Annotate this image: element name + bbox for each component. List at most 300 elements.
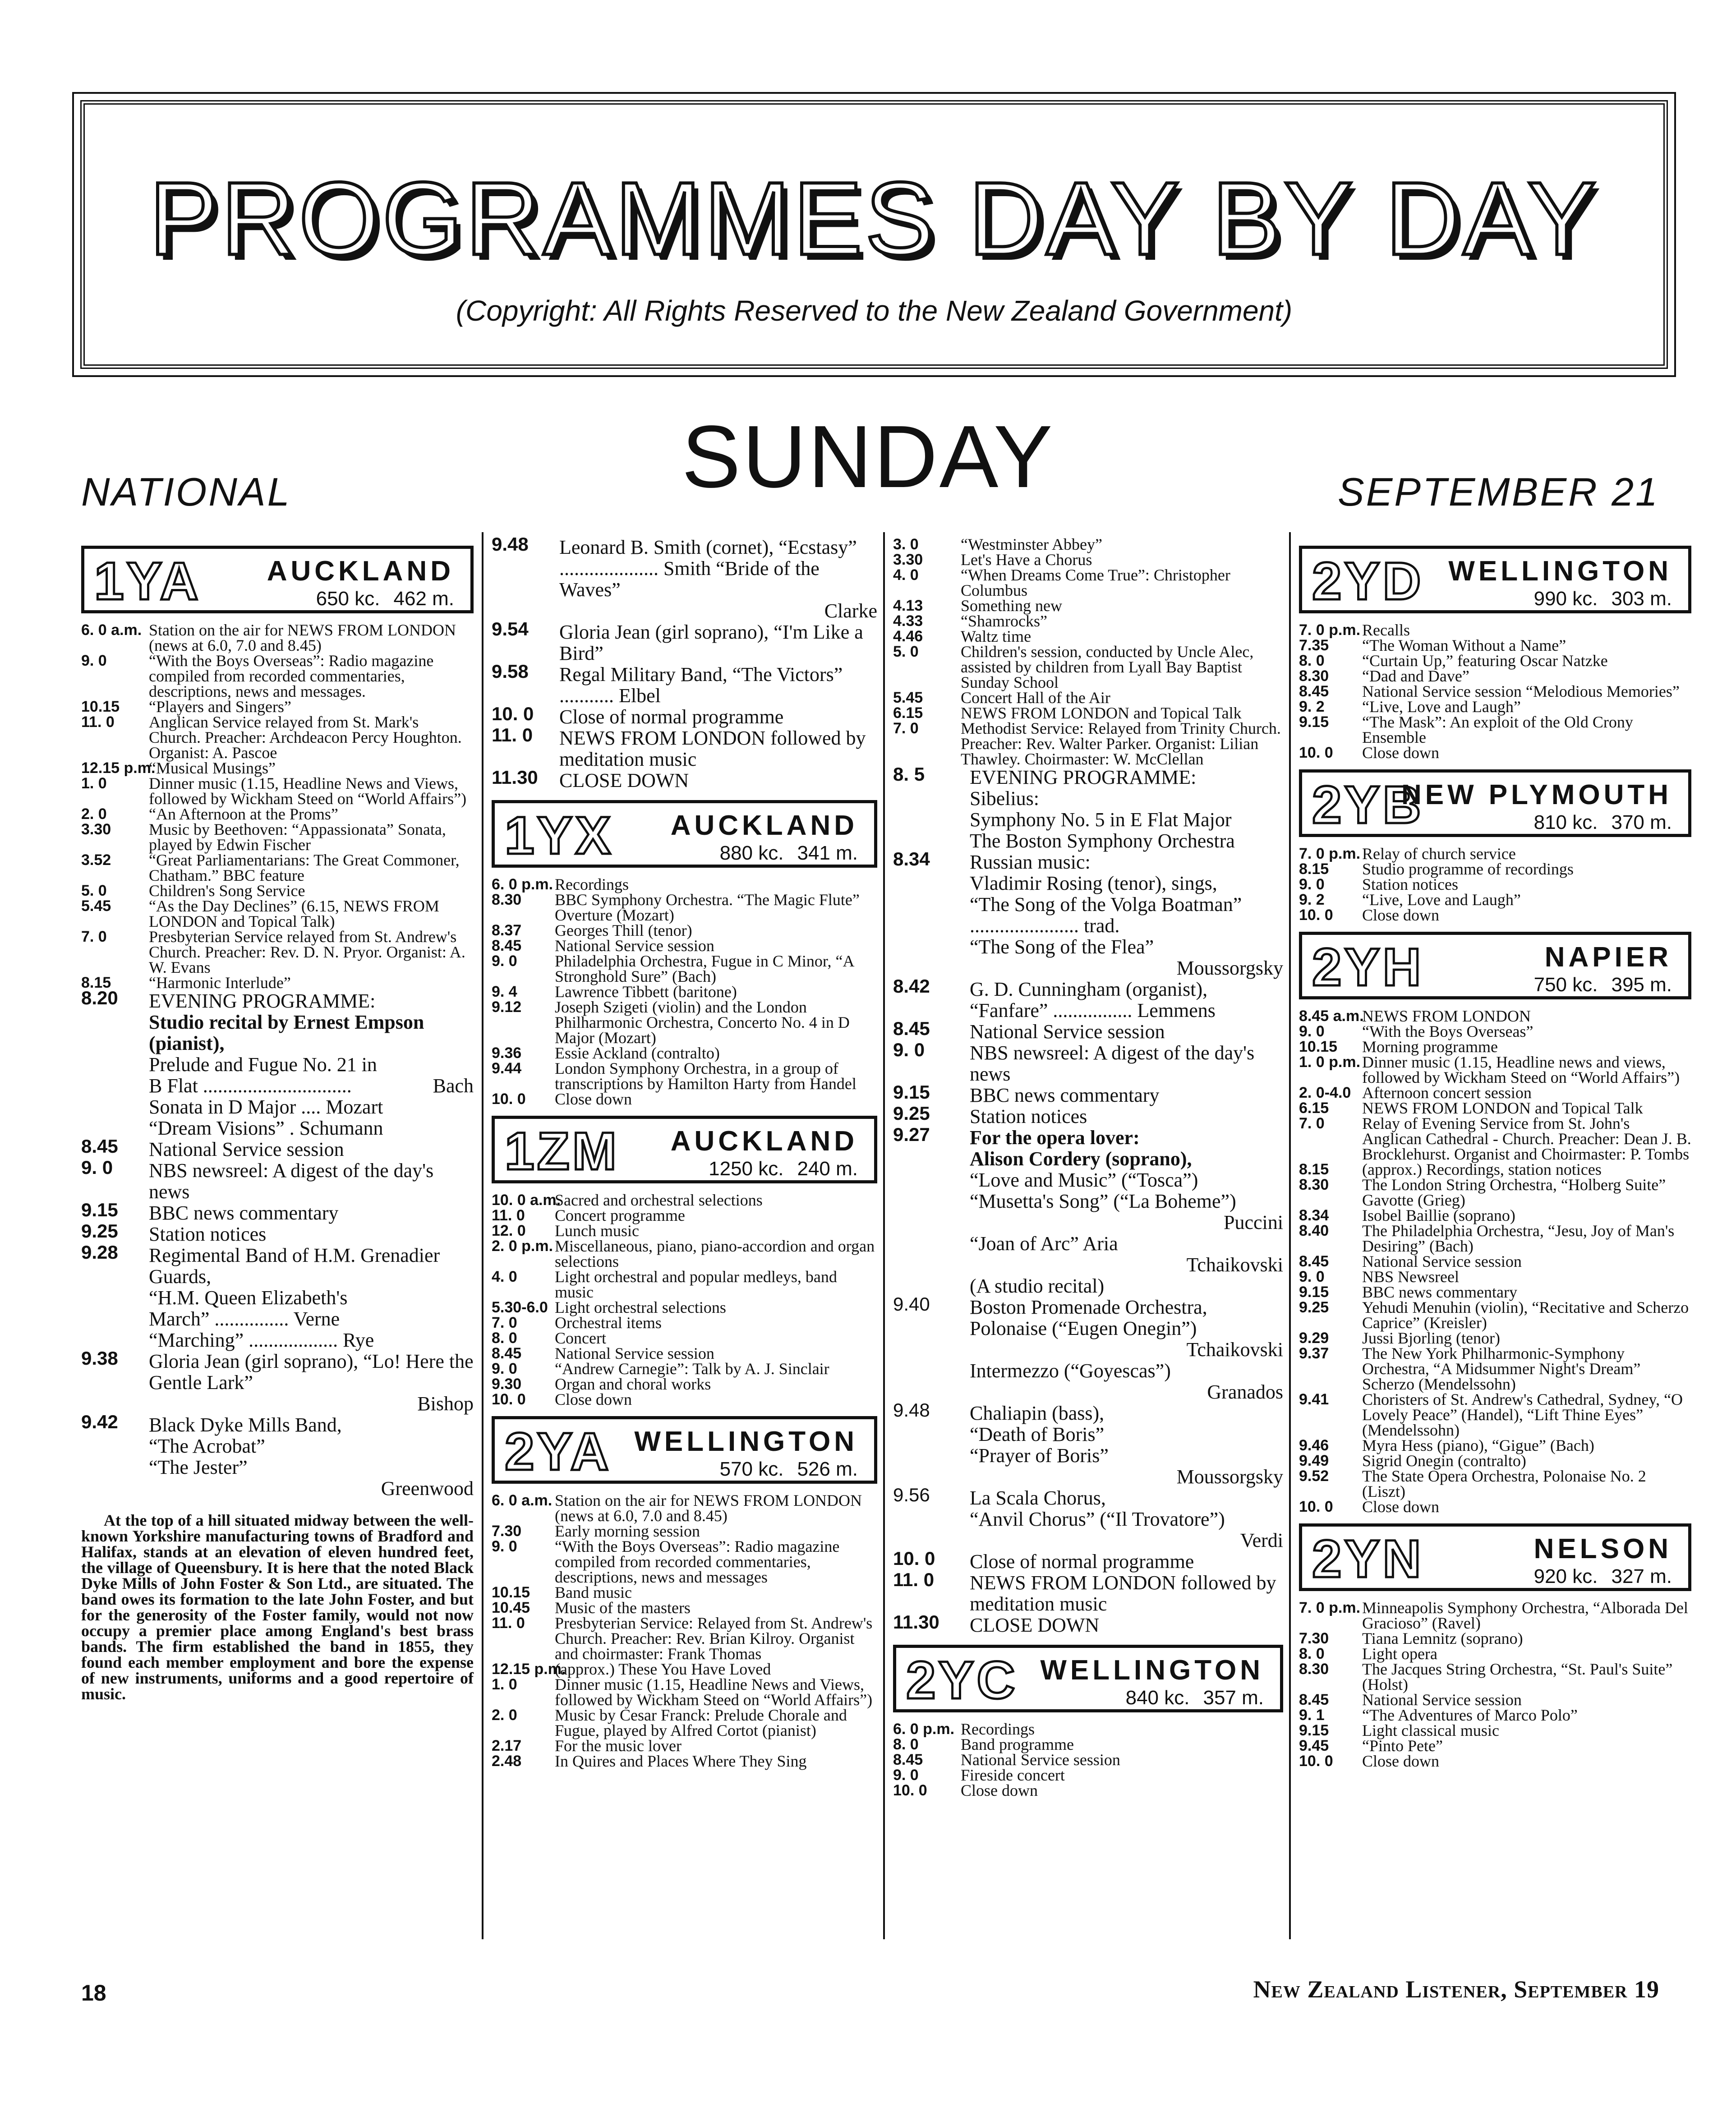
entry-description: “Dad and Dave” <box>1362 667 1469 685</box>
entry-description: “Live, Love and Laugh” <box>1362 891 1521 909</box>
entry-description: Music by Cesar Franck: Prelude Chorale and Fugue, played by Alfred Cortot (pianist) <box>555 1706 847 1739</box>
entry-time: 9.41 <box>1299 1391 1329 1408</box>
entry-time: 5.30-6.0 <box>492 1299 548 1316</box>
frequency: 1250 kc. 240 m. <box>709 1158 858 1180</box>
entry-description: BBC Symphony Orchestra. “The Magic Flute” Overture (Mozart) <box>555 891 860 924</box>
programme-entry <box>81 1157 474 1203</box>
entry-time: 1. 0 <box>81 775 107 792</box>
programme-entry <box>1299 1284 1691 1300</box>
entry-time: 9.25 <box>81 1220 118 1242</box>
programme-entry <box>1299 1499 1691 1514</box>
entry-time: 6. 0 p.m. <box>492 876 553 893</box>
programme-list-2ya-close <box>893 1548 1283 1636</box>
station-header-2yh <box>1299 932 1691 999</box>
programme-entry <box>81 883 474 898</box>
banner-title: PROGRAMMES DAY BY DAY <box>149 161 1599 276</box>
callsign: 2YB <box>1312 775 1424 835</box>
entry-description: “Players and Singers” <box>149 698 291 716</box>
column-2 <box>492 534 877 1770</box>
programme-entry <box>492 703 877 728</box>
frequency: 810 kc. 370 m. <box>1533 811 1672 833</box>
entry-description: National Service session “Melodious Memories” <box>1362 682 1680 700</box>
entry-description: Recalls <box>1362 621 1410 639</box>
city: AUCKLAND <box>670 810 858 841</box>
entry-description: BBC news commentary <box>1362 1283 1517 1301</box>
entry-time: 5. 0 <box>893 643 919 660</box>
entry-time: 3.30 <box>893 551 923 568</box>
entry-time: 11.30 <box>492 767 538 788</box>
programme-entry <box>81 898 474 929</box>
entry-time: 9. 0 <box>893 1767 919 1784</box>
entry-time: 11.30 <box>893 1611 939 1633</box>
programme-entry <box>492 661 877 707</box>
callsign: 1ZM <box>505 1122 619 1181</box>
entry-time: 7. 0 p.m. <box>1299 621 1361 639</box>
programme-list-1zm <box>492 1192 877 1407</box>
entry-time: 8.45 <box>492 1345 522 1362</box>
programme-entry <box>492 1361 877 1376</box>
entry-description: Jussi Bjorling (tenor) <box>1362 1329 1500 1347</box>
programme-entry: 8.34 Russian music: Vladimir Rosing (tenor), sings, “The Song of the Volga Boatman” ...................... trad. “The Song of the Flea” Moussorgsky <box>893 848 1283 979</box>
entry-description: Children's Song Service <box>149 882 305 900</box>
entry-time: 2.17 <box>492 1737 522 1754</box>
programme-entry: 9.42 Black Dyke Mills Band, “The Acrobat” “The Jester” Greenwood <box>81 1411 474 1500</box>
programme-list-1ya-continued <box>492 534 877 601</box>
frequency: 990 kc. 303 m. <box>1533 588 1672 610</box>
callsign: 2YA <box>505 1422 612 1481</box>
programme-entry <box>492 1045 877 1061</box>
column-3 <box>893 537 1283 1798</box>
entry-description: NBS newsreel: A digest of the day's news <box>149 1159 434 1203</box>
entry-description: Presbyterian Service: Relayed from St. Andrew's Church. Preacher: Rev. Brian Kilroy. Organist and choirmaster: Frank Thomas <box>555 1614 873 1663</box>
programme-entry <box>893 1081 1283 1106</box>
programme-entry <box>1299 1646 1691 1661</box>
entry-description: Close down <box>1362 906 1439 924</box>
entry-time: 7. 0 <box>492 1314 517 1331</box>
entry-description: “An Afternoon at the Proms” <box>149 805 338 823</box>
entry-description: Close down <box>1362 1498 1439 1516</box>
entry-description: Minneapolis Symphony Orchestra, “Alborada Del Gracioso” (Ravel) <box>1362 1599 1688 1632</box>
programme-entry <box>1299 1269 1691 1284</box>
programme-entry <box>1299 1116 1691 1162</box>
entry-description: Miscellaneous, piano, piano-accordion and organ selections <box>555 1237 875 1270</box>
programme-entry <box>1299 1723 1691 1738</box>
entry-time: 12.15 p.m. <box>492 1661 566 1678</box>
programme-entry <box>893 598 1283 613</box>
programme-entry <box>1299 1254 1691 1269</box>
entry-time: 9.25 <box>893 1103 930 1124</box>
programme-entry <box>1299 638 1691 653</box>
entry-description: Organ and choral works <box>555 1375 711 1393</box>
entry-time: 7. 0 p.m. <box>1299 845 1361 862</box>
programme-entry <box>81 975 474 990</box>
programme-entry <box>893 1721 1283 1737</box>
entry-description: Music of the masters <box>555 1599 691 1617</box>
entry-time: 9.12 <box>492 998 522 1016</box>
programme-entry <box>1299 1054 1691 1085</box>
programme-entry <box>1299 877 1691 892</box>
programme-entry <box>893 613 1283 629</box>
station-header-1yx <box>492 800 877 868</box>
entry-time: 9. 2 <box>1299 891 1325 908</box>
programme-entry <box>492 1539 877 1585</box>
programme-entry <box>1299 1208 1691 1223</box>
programme-list-2yh <box>1299 1008 1691 1514</box>
entry-description: Sacred and orchestral selections <box>555 1191 763 1209</box>
programme-entry <box>1299 1162 1691 1177</box>
entry-time: 10. 0 <box>492 1391 526 1408</box>
entry-description: Concert programme <box>555 1206 685 1224</box>
entry-time: 11. 0 <box>492 724 533 745</box>
entry-time: 10.15 <box>492 1584 530 1601</box>
programme-entry <box>1299 1600 1691 1631</box>
entry-time: 9.37 <box>1299 1345 1329 1362</box>
callsign: 2YN <box>1312 1529 1424 1589</box>
entry-time: 9. 0 <box>81 1157 113 1178</box>
programme-entry <box>492 1091 877 1107</box>
entry-time: 8.30 <box>1299 667 1329 685</box>
programme-entry <box>492 1615 877 1661</box>
programme-entry <box>1299 1330 1691 1346</box>
entry-time: 10. 0 <box>1299 906 1333 924</box>
programme-entry <box>492 877 877 892</box>
programme-entry <box>492 1223 877 1238</box>
entry-description: Relay of Evening Service from St. John's Anglican Cathedral - Church. Preacher: Dean J. B. Brocklehurst. Organist and Choirmaster: P. Tombs <box>1362 1114 1691 1163</box>
column-1 <box>81 537 474 1702</box>
programme-entry <box>893 705 1283 721</box>
entry-description: Music by Beethoven: “Appassionata” Sonata, played by Edwin Fischer <box>149 820 446 854</box>
date-label: SEPTEMBER 21 <box>1337 469 1659 514</box>
entry-time: 7. 0 <box>81 928 107 945</box>
entry-time: 9.28 <box>81 1242 118 1263</box>
entry-time: 9.29 <box>1299 1330 1329 1347</box>
entry-time: 7. 0 p.m. <box>1299 1599 1361 1616</box>
programme-entry <box>81 806 474 822</box>
programme-entry <box>81 929 474 975</box>
programme-entry <box>893 1569 1283 1615</box>
programme-entry: 9.56 La Scala Chorus, “Anvil Chorus” (“Il Trovatore”) Verdi <box>893 1484 1283 1551</box>
entry-description: The Jacques String Orchestra, “St. Paul's Suite” (Holst) <box>1362 1660 1673 1693</box>
programme-entry <box>492 1523 877 1539</box>
entry-description: Recordings <box>555 875 629 893</box>
entry-description: Close of normal programme <box>559 706 784 728</box>
station-header-2yn <box>1299 1523 1691 1591</box>
entry-time: 9.36 <box>492 1044 522 1062</box>
entry-description: BBC news commentary <box>970 1084 1160 1106</box>
entry-description: Presbyterian Service relayed from St. Andrew's Church. Preacher: Rev. D. N. Pryor. Organist: A. W. Evans <box>149 928 465 976</box>
entry-description: National Service session <box>555 937 714 955</box>
entry-time: 3.52 <box>81 851 111 869</box>
programme-entry <box>492 1677 877 1707</box>
entry-time: 4. 0 <box>492 1268 517 1285</box>
programme-list-1ya-close <box>492 618 877 791</box>
programme-entry <box>1299 1039 1691 1054</box>
entry-description: Regal Military Band, “The Victors” ........... Elbel <box>559 663 843 707</box>
programme-entry <box>492 1753 877 1769</box>
entry-time: 2.48 <box>492 1753 522 1770</box>
station-header-1zm <box>492 1116 877 1183</box>
entry-time: 6. 0 p.m. <box>893 1721 955 1738</box>
entry-description: NEWS FROM LONDON followed by meditation music <box>970 1572 1276 1615</box>
entry-description: Dinner music (1.15, Headline News and Views, followed by Wickham Steed on “World Affairs”) <box>555 1675 873 1709</box>
entry-time: 8.45 <box>1299 1691 1329 1708</box>
entry-time: 9.25 <box>1299 1299 1329 1316</box>
entry-description: “The Adventures of Marco Polo” <box>1362 1706 1578 1724</box>
frequency: 920 kc. 327 m. <box>1533 1565 1672 1587</box>
programme-entry: 8.20 EVENING PROGRAMME: Studio recital by Ernest Empson (pianist), Prelude and Fugue No. 21 in B Flat .............................. Bach Sonata in D Major .... Mozart “Dream Visions” . Schumann <box>81 987 474 1139</box>
entry-description: The Philadelphia Orchestra, “Jesu, Joy of Man's Desiring” (Bach) <box>1362 1222 1675 1255</box>
entry-description: Lawrence Tibbett (baritone) <box>555 983 737 1001</box>
entry-description: NEWS FROM LONDON <box>1362 1007 1531 1025</box>
callsign: 2YC <box>906 1651 1018 1710</box>
entry-time: 8.45 <box>893 1018 930 1039</box>
entry-description: For the music lover <box>555 1737 682 1755</box>
programme-entry <box>81 822 474 852</box>
network-label: NATIONAL <box>81 469 291 514</box>
programme-entry <box>893 975 1283 1021</box>
entry-description: Studio programme of recordings <box>1362 860 1574 878</box>
entry-description: (approx.) Recordings, station notices <box>1362 1160 1602 1178</box>
entry-description: Essie Ackland (contralto) <box>555 1044 720 1062</box>
entry-time: 4.13 <box>893 597 923 614</box>
entry-description: Station on the air for NEWS FROM LONDON (news at 6.0, 7.0 and 8.45) <box>149 621 456 654</box>
programme-entry <box>893 690 1283 705</box>
entry-description: Light opera <box>1362 1645 1437 1663</box>
entry-time: 8.45 <box>893 1751 923 1768</box>
column-4 <box>1299 537 1691 1769</box>
entry-time: 9.52 <box>1299 1468 1329 1485</box>
programme-entry <box>492 892 877 923</box>
frequency: 840 kc. 357 m. <box>1125 1687 1264 1709</box>
programme-entry <box>893 644 1283 690</box>
header-banner <box>80 100 1668 369</box>
programme-entry <box>492 1376 877 1392</box>
entry-description: Tiana Lemnitz (soprano) <box>1362 1629 1523 1647</box>
entry-time: 10. 0 <box>893 1782 927 1799</box>
band-items: “H.M. Queen Elizabeth's March” ............... Verne “Marching” .................. Rye <box>149 1287 374 1351</box>
entry-description: “Musical Musings” <box>149 759 276 777</box>
programme-entry <box>893 567 1283 598</box>
entry-time: 2. 0-4.0 <box>1299 1084 1351 1101</box>
entry-time: 5.45 <box>81 897 111 915</box>
entry-description: Relay of church service <box>1362 845 1516 863</box>
programme-entry <box>893 1737 1283 1752</box>
programme-entry <box>1299 892 1691 907</box>
programme-entry <box>492 1738 877 1753</box>
entry-description: “Westminster Abbey” <box>961 535 1103 553</box>
programme-entry <box>81 1136 474 1160</box>
entry-description: Orchestral items <box>555 1314 662 1332</box>
programme-entry <box>492 534 877 601</box>
entry-time: 6. 0 a.m. <box>81 621 142 639</box>
entry-description: Station notices <box>149 1223 267 1245</box>
entry-description: “When Dreams Come True”: Christopher Columbus <box>961 566 1230 599</box>
programme-entry <box>1299 1453 1691 1468</box>
entry-description: National Service session <box>970 1021 1165 1043</box>
entry-description: The State Opera Orchestra, Polonaise No. 2 (Liszt) <box>1362 1467 1646 1500</box>
entry-description: Station notices <box>970 1105 1087 1127</box>
entry-description: Children's session, conducted by Uncle Alec, assisted by children from Lyall Bay Baptist Sunday School <box>961 643 1254 691</box>
entry-time: 9. 2 <box>1299 698 1325 715</box>
frequency: 570 kc. 526 m. <box>719 1458 858 1480</box>
entry-description: G. D. Cunningham (organist), “Fanfare” ................ Lemmens <box>970 978 1216 1021</box>
entry-time: 9. 0 <box>893 1039 925 1060</box>
programme-entry <box>81 1348 474 1394</box>
entry-time: 10. 0 <box>492 703 534 724</box>
programme-entry <box>893 1039 1283 1085</box>
entry-time: 9.30 <box>492 1376 522 1393</box>
programme-entry <box>492 1585 877 1600</box>
entry-time: 10. 0 <box>1299 1753 1333 1770</box>
entry-time: 6.15 <box>1299 1100 1329 1117</box>
entry-description: Band music <box>555 1583 632 1601</box>
programme-entry <box>893 1783 1283 1798</box>
programme-list-1ya-evening <box>81 1136 474 1288</box>
programme-entry <box>492 1300 877 1315</box>
entry-time: 9.38 <box>81 1348 118 1369</box>
programme-entry: 8. 5 EVENING PROGRAMME: Sibelius: Symphony No. 5 in E Flat Major The Boston Symphony Orchestra <box>893 764 1235 852</box>
programme-entry <box>492 1707 877 1738</box>
programme-entry <box>1299 1300 1691 1330</box>
programme-entry <box>492 923 877 938</box>
entry-description: “Curtain Up,” featuring Oscar Natzke <box>1362 652 1608 670</box>
entry-time: 2. 0 p.m. <box>492 1238 553 1255</box>
entry-time: 8.15 <box>1299 1161 1329 1178</box>
programme-entry <box>1299 1661 1691 1692</box>
entry-time: 9.15 <box>1299 1722 1329 1739</box>
programme-entry <box>492 618 877 664</box>
entry-time: 9.54 <box>492 618 529 639</box>
programme-entry <box>492 1238 877 1269</box>
frequency: 880 kc. 341 m. <box>719 842 858 864</box>
entry-time: 9.48 <box>492 534 529 555</box>
entry-description: Let's Have a Chorus <box>961 551 1092 569</box>
entry-description: “Pinto Pete” <box>1362 1737 1443 1755</box>
city: WELLINGTON <box>1040 1655 1264 1686</box>
programme-list-2yn <box>1299 1600 1691 1769</box>
programme-entry <box>492 1661 877 1677</box>
programme-entry <box>81 1242 474 1288</box>
entry-description: NBS newsreel: A digest of the day's news <box>970 1042 1255 1085</box>
entry-description: Close down <box>1362 1752 1439 1770</box>
entry-time: 9. 0 <box>492 1360 517 1377</box>
entry-time: 8.30 <box>492 891 522 908</box>
entry-description: Isobel Baillie (soprano) <box>1362 1206 1515 1224</box>
programme-entry <box>492 1346 877 1361</box>
entry-description: Gloria Jean (girl soprano), “I'm Like a Bird” <box>559 621 863 664</box>
entry-description: Fireside concert <box>961 1766 1065 1784</box>
programme-entry <box>81 714 474 760</box>
entry-description: In Quires and Places Where They Sing <box>555 1752 807 1770</box>
entry-description: “The Mask”: An exploit of the Old Crony Ensemble <box>1362 713 1633 746</box>
programme-entry <box>1299 1346 1691 1392</box>
entry-description: Waltz time <box>961 627 1031 645</box>
programme-list-1yx <box>492 877 877 1107</box>
entry-time: 9.15 <box>1299 1284 1329 1301</box>
entry-description: “With the Boys Overseas” <box>1362 1022 1533 1040</box>
entry-description: NEWS FROM LONDON followed by meditation music <box>559 727 866 770</box>
programme-entry <box>1299 1692 1691 1707</box>
entry-time: 8. 0 <box>1299 1645 1325 1662</box>
entry-time: 7.30 <box>492 1523 522 1540</box>
entry-time: 9.15 <box>81 1199 118 1220</box>
programme-entry <box>1299 1085 1691 1100</box>
entry-description: “As the Day Declines” (6.15, NEWS FROM LONDON and Topical Talk) <box>149 897 439 930</box>
entry-time: 8.37 <box>492 922 522 939</box>
programme-entry <box>1299 1008 1691 1024</box>
station-header-2yb <box>1299 769 1691 837</box>
programme-entry <box>81 1220 474 1245</box>
entry-time: 7. 0 <box>1299 1115 1325 1132</box>
programme-entry <box>492 1269 877 1300</box>
entry-time: 10. 0 <box>1299 1498 1333 1515</box>
programme-entry <box>1299 1177 1691 1208</box>
entry-time: 9.46 <box>1299 1437 1329 1454</box>
programme-entry <box>1299 699 1691 714</box>
programme-entry <box>1299 861 1691 877</box>
programme-entry <box>1299 846 1691 861</box>
programme-entry <box>893 1018 1283 1043</box>
composer: Clarke <box>824 600 877 622</box>
programme-entry <box>492 1392 877 1407</box>
copyright-notice: (Copyright: All Rights Reserved to the New Zealand Government) <box>456 294 1293 327</box>
entry-time: 8.30 <box>1299 1176 1329 1193</box>
programme-entry: 9.27 For the opera lover: Alison Cordery (soprano), “Love and Music” (“Tosca”) “Musetta's Song” (“La Boheme”) Puccini “Joan of Arc” Aria Tchaikovski (A studio recital) <box>893 1124 1283 1297</box>
composer: Bishop <box>417 1393 474 1415</box>
programme-entry <box>492 1493 877 1523</box>
entry-time: 4. 0 <box>893 566 919 584</box>
programme-entry <box>81 776 474 806</box>
entry-time: 9. 0 <box>1299 1023 1325 1040</box>
entry-time: 10.15 <box>81 698 120 715</box>
programme-entry <box>1299 907 1691 923</box>
programme-list-2ya-evening <box>893 975 1283 1127</box>
entry-description: Light classical music <box>1362 1721 1499 1739</box>
programme-entry <box>893 1103 1283 1127</box>
entry-description: BBC news commentary <box>149 1202 339 1224</box>
entry-time: 10. 0 <box>1299 744 1333 761</box>
entry-time: 11. 0 <box>492 1207 525 1224</box>
programme-entry <box>1299 622 1691 638</box>
entry-description: Early morning session <box>555 1522 700 1540</box>
entry-time: 10. 0 a.m. <box>492 1192 561 1209</box>
column-divider <box>883 532 885 1939</box>
entry-time: 9. 1 <box>1299 1707 1325 1724</box>
entry-time: 7.30 <box>1299 1630 1329 1647</box>
frequency: 650 kc. 462 m. <box>316 588 454 610</box>
entry-description: Concert Hall of the Air <box>961 689 1110 707</box>
entry-description: Yehudi Menuhin (violin), “Recitative and Scherzo Caprice” (Kreisler) <box>1362 1298 1689 1332</box>
programme-entry <box>1299 1468 1691 1499</box>
programme-entry: 9.40 Boston Promenade Orchestra, Polonaise (“Eugen Onegin”) Tchaikovski Intermezzo (“Goyescas”) Granados <box>893 1293 1283 1403</box>
entry-description: National Service session <box>1362 1691 1522 1709</box>
entry-time: 2. 0 <box>81 805 107 823</box>
entry-description: Close down <box>961 1781 1038 1799</box>
entry-description: Dinner music (1.15, Headline news and views, followed by Wickham Steed on “World Affairs”) <box>1362 1053 1680 1086</box>
entry-description: Regimental Band of H.M. Grenadier Guards, <box>149 1244 440 1288</box>
entry-time: 3.30 <box>81 821 111 838</box>
entry-description: The New York Philharmonic-Symphony Orchestra, “A Midsummer Night's Dream” Scherzo (Mendelssohn) <box>1362 1344 1641 1393</box>
entry-time: 7.35 <box>1299 637 1329 654</box>
programme-entry <box>81 760 474 776</box>
city: WELLINGTON <box>1448 556 1672 587</box>
entry-description: Afternoon concert session <box>1362 1084 1532 1102</box>
entry-description: NEWS FROM LONDON and Topical Talk <box>961 704 1242 722</box>
entry-time: 9. 0 <box>1299 1268 1325 1285</box>
programme-entry <box>893 552 1283 567</box>
entry-description: National Service session <box>1362 1252 1522 1270</box>
city: NAPIER <box>1544 942 1672 973</box>
